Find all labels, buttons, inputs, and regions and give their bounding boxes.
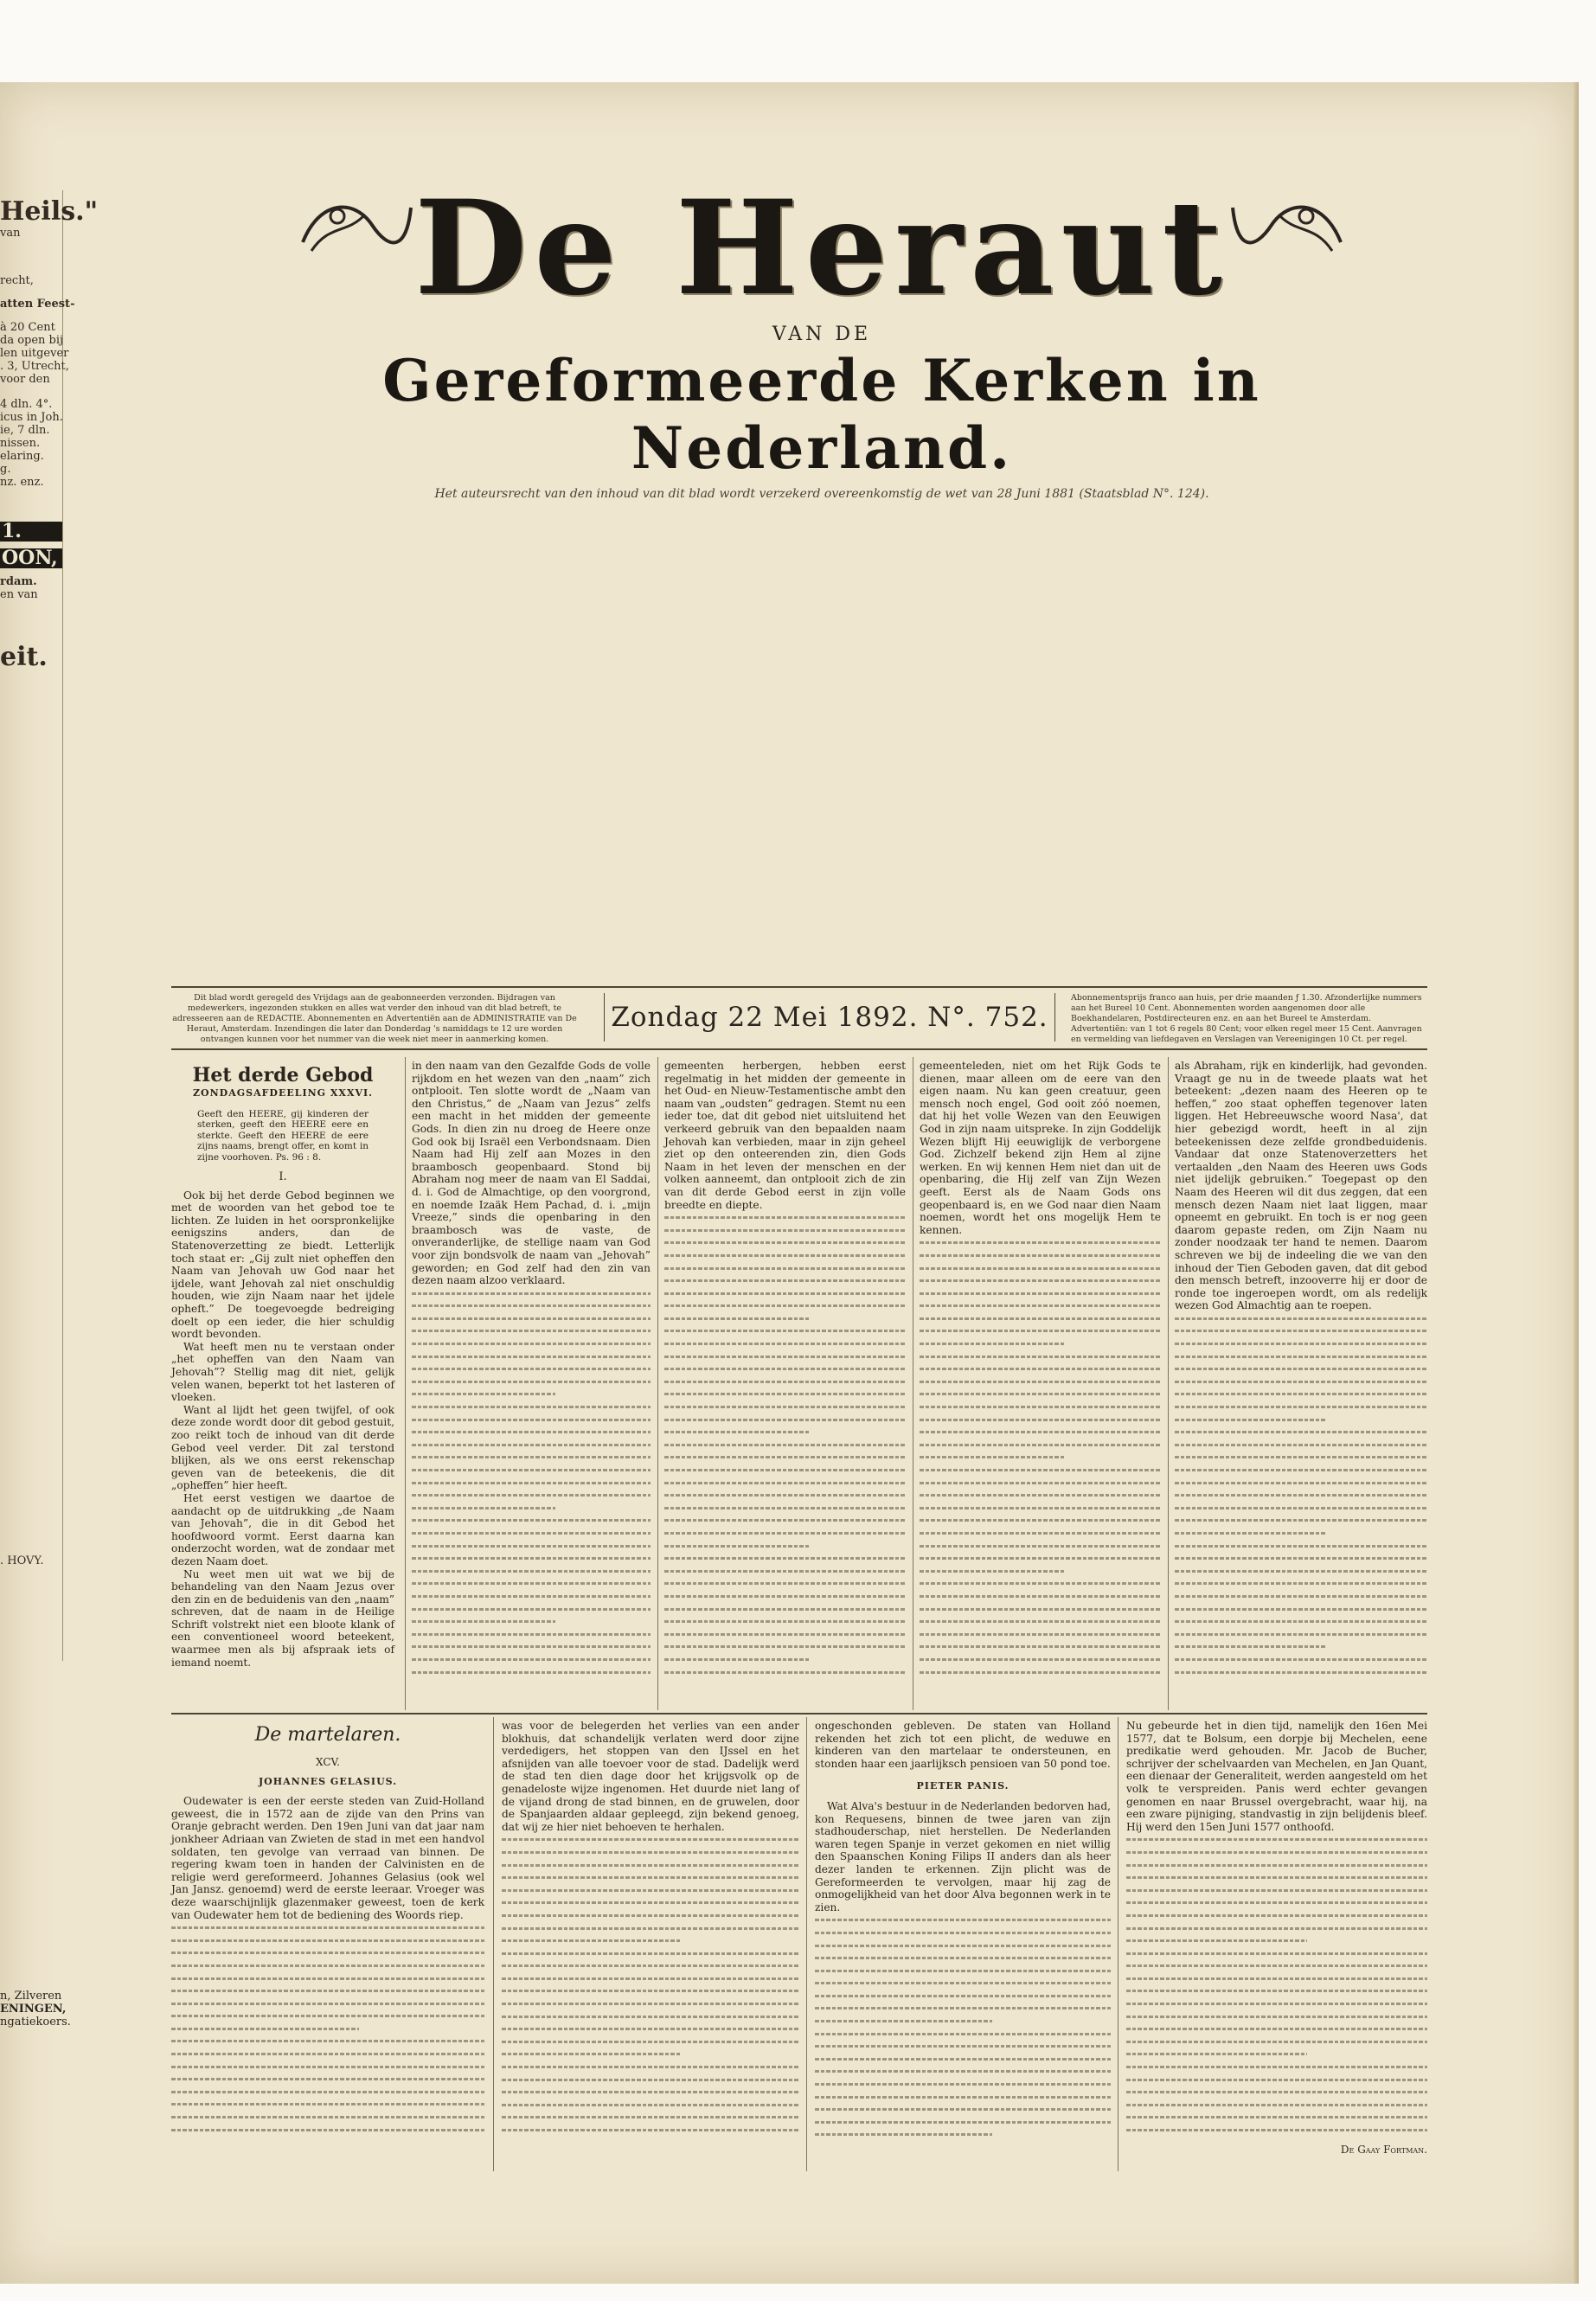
print-line <box>502 1884 799 1897</box>
print-line <box>502 2048 680 2061</box>
print-line <box>815 2128 992 2141</box>
column-rule <box>1168 1057 1169 1710</box>
copyright-notice: Het auteursrecht van den inhoud van dit blad wordt verzekerd overeenkomstig de wet van 28 Juni 1881 (Staatsblad N°. 124). <box>434 487 1209 501</box>
print-line <box>412 1451 651 1464</box>
print-line <box>502 2073 799 2086</box>
print-line <box>171 2035 484 2048</box>
print-line <box>664 1249 906 1262</box>
print-line <box>412 1299 651 1312</box>
paragraph: Wat Alva's bestuur in de Nederlanden bedorven had, kon Requesens, binnen de twee jaren van zijn stadhouderschap, niet herstellen. De Nederlanden waren tegen Spanje in verzet gekomen en niet willig den Spaanschen Koning Filips II anders dan als heer dezer landen te erkennen. Zijn plicht was de Gereformeerden te vervolgen, maar hij zag de onmogelijkheid van het door Alva begonnen werk in te zien. <box>815 1799 1111 1913</box>
print-line <box>502 1833 799 1846</box>
print-line <box>1175 1653 1427 1666</box>
print-line <box>171 2086 484 2099</box>
strip-block: 1. <box>0 522 62 542</box>
filler-text <box>412 1287 651 1678</box>
print-line <box>502 1846 799 1859</box>
column-rule <box>806 1717 807 2171</box>
strip-line: nissen. <box>0 437 41 450</box>
print-line <box>171 2111 484 2124</box>
print-line <box>920 1577 1161 1590</box>
print-line <box>815 2116 1111 2129</box>
flourish-right-icon <box>1228 190 1349 260</box>
print-line <box>1175 1400 1427 1413</box>
print-line <box>1175 1489 1427 1502</box>
strip-line: recht, <box>0 274 34 287</box>
print-line <box>1126 1972 1427 1985</box>
print-line <box>1126 1934 1307 1947</box>
print-line <box>502 2086 799 2099</box>
print-line <box>664 1236 906 1249</box>
print-line <box>171 2048 484 2061</box>
print-line <box>920 1666 1161 1679</box>
print-line <box>664 1375 906 1388</box>
print-line <box>412 1388 555 1400</box>
print-line <box>664 1653 809 1666</box>
print-line <box>815 2065 1111 2078</box>
print-line <box>815 1926 1111 1939</box>
print-line <box>412 1527 651 1540</box>
column-5 <box>1175 1060 1427 1708</box>
print-line <box>664 1400 906 1413</box>
paragraph: was voor de belegerden het verlies van een ander blokhuis, dat schandelijk verlaten werd door zijne verdedigers, het stoppen van den IJssel en het afsnijden van alle toevoer voor de stad. Dadelijk werd de stad ten dien dage door het krijgsvolk op de genadeloste wijze ingenomen. Het duurde niet lang of de vijand drong de stad binnen, en de gruwelen, door de Spanjaarden aldaar gepleegd, zijn bekend genoeg, dat wij ze hier niet behoeven te herhalen. <box>502 1720 799 1833</box>
print-line <box>502 2061 799 2073</box>
filler-text <box>1126 1833 1427 2136</box>
print-line <box>815 2015 992 2028</box>
section-title: De martelaren. <box>254 1724 401 1746</box>
strip-line: n, Zilveren <box>0 1990 62 2003</box>
print-line <box>920 1527 1161 1540</box>
print-line <box>920 1236 1161 1249</box>
column-3 <box>664 1060 906 1708</box>
paragraph: in den naam van den Gezalfde Gods de volle rijkdom en het wezen van den „naam” zich ontplooit. Ten slotte wordt de „Naam van den Christus,” de „Naam van Jezus” zelfs een macht in het midden der gemeente Gods. In dien zin nu droeg de Heere onze God ook bij Israël een Verbondsnaam. Dien Naam had Hij zelf aan Mozes in den braambosch geopenbaard. Stond bij Abraham nog meer de naam van El Saddai, d. i. God de Almachtige, op den voorgrond, en noemde Izaäk Hem Pachad, d. i. „mijn Vreeze,” sinds die openbaring in den braambosch was de vaste, de onveranderlijke, de stellige naam van God voor zijn bondsvolk de naam van „Jehovah” geworden; en God zelf had den zin van dezen naam alzoo verklaard. <box>412 1060 651 1287</box>
print-line <box>502 2010 799 2023</box>
print-line <box>502 1922 799 1935</box>
print-line <box>412 1653 651 1666</box>
print-line <box>920 1640 1161 1653</box>
print-line <box>502 1997 799 2010</box>
strip-line: rdam. <box>0 575 37 588</box>
print-line <box>815 1939 1111 1952</box>
filler-text <box>815 1913 1111 2141</box>
print-line <box>1126 2022 1427 2035</box>
paragraph: Want al lijdt het geen twijfel, of ook deze zonde wordt door dit gebod gestuit, zoo reikt toch de inhoud van dit derde Gebod veel verder. Dit zal terstond blijken, als we ons eerst rekenschap geven van de beteekenis, die dit „opheffen” hier heeft. <box>171 1403 394 1492</box>
print-line <box>920 1540 1161 1553</box>
print-line <box>920 1249 1161 1262</box>
print-line <box>920 1262 1161 1275</box>
print-line <box>1126 2086 1427 2099</box>
print-line <box>1175 1590 1427 1603</box>
paragraph: gemeenteleden, niet om het Rijk Gods te dienen, maar alleen om de eere van den eigen naam. Nu kan geen creatuur, geen mensch noch engel, God ooit zóó noemen, dat hij het volle Wezen van den Eeuwigen God in zijn naam uitspreke. In zijn Goddelijk Wezen blijft Hij eeuwiglijk de verborgene God. Zichzelf bekend zijn Hem al zijne werken. En wij kennen Hem niet dan uit de openbaring, die Hij zelf van Zijn Wezen geeft. Eerst als de Naam Gods ons geopenbaard is, en we God naar dien Naam noemen, wordt het ons mogelijk Hem te kennen. <box>920 1060 1161 1236</box>
print-line <box>1175 1324 1427 1337</box>
print-line <box>664 1224 906 1237</box>
strip-line: da open bij <box>0 334 64 347</box>
strip-line: à 20 Cent <box>0 321 55 334</box>
print-line <box>412 1514 651 1527</box>
print-line <box>502 2111 799 2124</box>
print-line <box>664 1615 906 1628</box>
print-line <box>664 1299 906 1312</box>
print-line <box>1175 1375 1427 1388</box>
strip-heading: Heils." <box>0 196 99 227</box>
strip-bottom <box>0 1990 71 2029</box>
print-line <box>171 1934 484 1947</box>
strip-line: elaring. <box>0 450 44 463</box>
filler-text <box>502 1833 799 2136</box>
print-line <box>815 2091 1111 2104</box>
print-line <box>502 1947 799 1960</box>
print-line <box>412 1552 651 1565</box>
print-line <box>1126 1922 1427 1935</box>
print-line <box>1175 1603 1427 1616</box>
print-line <box>664 1502 906 1515</box>
martelaren-column <box>171 1720 484 2170</box>
print-line <box>1126 1833 1427 1846</box>
print-line <box>412 1337 651 1350</box>
print-line <box>502 1859 799 1872</box>
print-line <box>502 2099 799 2112</box>
print-line <box>1175 1502 1427 1515</box>
lower-column-4 <box>1126 1720 1427 2170</box>
strip-line: ie, 7 dln. <box>0 424 50 437</box>
print-line <box>1175 1477 1427 1490</box>
print-line <box>664 1464 906 1477</box>
print-line <box>815 2028 1111 2041</box>
print-line <box>664 1388 906 1400</box>
print-line <box>412 1502 555 1515</box>
print-line <box>920 1477 1161 1490</box>
strip-line: van <box>0 227 21 240</box>
print-line <box>1175 1350 1427 1363</box>
print-line <box>664 1439 906 1452</box>
masthead <box>260 172 1384 501</box>
paragraph: als Abraham, rijk en kinderlijk, had gevonden. Vraagt ge nu in de tweede plaats wat het beteekent: „dezen naam des Heeren op te heffen,” zoo staat opheffen tegenover laten liggen. Het Hebreeuwsche woord Nasa', dat hier gebezigd wordt, heeft in al zijn beteekenissen deze zelfde grondbeduidenis. Vandaar dat onze Statenoverzetters het vertaalden „den Naam des Heeren uws Gods niet ijdelijk gebruiken.” Toegepast op den Naam des Heeren wil dit dus zeggen, dat een mensch dezen Naam niet laat liggen, maar opneemt en gebruikt. En toch is er nog geen daarom gepaste reden, om Zijn Naam nu zonder noodzaak ter hand te nemen. Daarom schreven we bij de indeeling die we van den inhoud der Tien Geboden gaven, dat dit gebod den mensch betreft, inzooverre hij er door de ronde toe ingeroepen wordt, om als redelijk wezen God Almachtig aan te roepen. <box>1175 1060 1427 1312</box>
subscription-notice: Abonnementsprijs franco aan huis, per drie maanden ƒ 1.30. Afzonderlijke nummers aan het Bureel 10 Cent. Abonnementen worden aangenomen door alle Boekhandelaren, Postdirecteuren enz. en aan het Bureel te Amsterdam. Advertentiën: van 1 tot 6 regels 80 Cent; voor elken regel meer 15 Cent. Aanvragen en vermelding van liefdegaven en Verslagen van Vereenigingen 10 Ct. per regel. <box>1071 993 1422 1044</box>
print-line <box>502 2022 799 2035</box>
print-line <box>1126 1846 1427 1859</box>
strip-heading: eit. <box>0 642 48 672</box>
print-line <box>664 1451 906 1464</box>
print-line <box>920 1514 1161 1527</box>
print-line <box>171 1921 484 1934</box>
flourish-left-icon <box>294 190 415 260</box>
strip-line: ngatiekoers. <box>0 2016 71 2029</box>
print-line <box>412 1666 651 1679</box>
print-line <box>815 2040 1111 2053</box>
strip-line: icus in Joh. <box>0 411 63 424</box>
column-2 <box>412 1060 651 1708</box>
print-line <box>664 1565 906 1578</box>
print-line <box>1126 2111 1427 2124</box>
print-line <box>920 1426 1161 1439</box>
print-line <box>920 1388 1161 1400</box>
print-line <box>502 2124 799 2137</box>
print-line <box>664 1312 809 1325</box>
print-line <box>1126 1909 1427 1922</box>
print-line <box>815 2002 1111 2015</box>
print-line <box>1175 1514 1427 1527</box>
filler-text <box>171 1921 484 2136</box>
strip-line: ENINGEN, <box>0 2003 67 2016</box>
print-line <box>664 1590 906 1603</box>
print-line <box>920 1590 1161 1603</box>
print-line <box>171 2124 484 2137</box>
print-line <box>664 1413 906 1426</box>
print-line <box>412 1640 651 1653</box>
print-line <box>1126 1884 1427 1897</box>
strip-line: en van <box>0 588 38 601</box>
print-line <box>1175 1565 1427 1578</box>
print-line <box>1126 2099 1427 2112</box>
print-line <box>412 1565 651 1578</box>
print-line <box>1126 1859 1427 1872</box>
martyr-name: JOHANNES GELASIUS. <box>258 1775 398 1787</box>
print-line <box>920 1400 1161 1413</box>
paragraph: Nu weet men uit wat we bij de behandeling van den Naam Jezus over den zin en de beduidenis van den „naam” schreven, dat de naam in de Heilige Schrift volstrekt niet een bloote klank of een conventioneel woord beteekent, waarmee men als bij afspraak iets of iemand noemt. <box>171 1567 394 1669</box>
strip-line: len uitgever <box>0 347 69 360</box>
print-line <box>664 1552 906 1565</box>
newspaper-title: De Heraut <box>414 172 1229 324</box>
print-line <box>920 1375 1161 1388</box>
article-numeral: I. <box>279 1170 287 1184</box>
print-line <box>1126 1959 1427 1972</box>
print-line <box>1175 1312 1427 1325</box>
print-line <box>1175 1640 1326 1653</box>
print-line <box>412 1590 651 1603</box>
print-line <box>412 1312 651 1325</box>
print-line <box>664 1426 809 1439</box>
print-line <box>171 1984 484 1997</box>
print-line <box>664 1640 906 1653</box>
print-line <box>1175 1388 1427 1400</box>
print-line <box>664 1262 906 1275</box>
print-line <box>920 1287 1161 1300</box>
article-epigraph: Geeft den HEERE, gij kinderen der sterken, geeft den HEERE eere en sterkte. Geeft den HEERE de eere zijns naams, brengt offer, en komt in zijne voorhoven. Ps. 96 : 8. <box>197 1108 369 1163</box>
print-line <box>664 1324 906 1337</box>
lower-column-2 <box>502 1720 799 2170</box>
print-line <box>502 1984 799 1997</box>
print-line <box>171 1946 484 1959</box>
print-line <box>412 1287 651 1300</box>
strip-line: 4 dln. 4°. <box>0 398 53 411</box>
print-line <box>664 1350 906 1363</box>
filler-text <box>1175 1312 1427 1678</box>
print-line <box>171 1959 484 1972</box>
print-line <box>412 1603 651 1616</box>
print-line <box>920 1299 1161 1312</box>
print-line <box>1175 1615 1427 1628</box>
print-line <box>412 1577 651 1590</box>
print-line <box>920 1350 1161 1363</box>
print-line <box>815 1977 1111 1990</box>
print-line <box>920 1337 1064 1350</box>
lower-column-3 <box>815 1720 1111 2170</box>
paragraph: gemeenten herbergen, hebben eerst regelmatig in het midden der gemeente in het Oud- en Nieuw-Testamentische ambt den naam van „oudsten” gedragen. Stemt nu een ieder toe, dat dit gebod niet uitsluitend het verkeerd gebruik van den bepaalden naam Jehovah kan verbieden, maar in zijn geheel ziet op den onteerenden zin, dien Gods Naam in het leven der menschen en der volken aanneemt, dan ontplooit zich de zin van dit derde Gebod eerst in zijn volle breedte en diepte. <box>664 1060 906 1211</box>
print-line <box>920 1362 1161 1375</box>
article-title: Het derde Gebod <box>192 1064 374 1086</box>
column-rule <box>405 1057 406 1710</box>
print-line <box>664 1577 906 1590</box>
print-line <box>920 1603 1161 1616</box>
print-line <box>664 1274 906 1287</box>
print-line <box>412 1489 651 1502</box>
print-line <box>1126 2010 1427 2023</box>
print-line <box>664 1477 906 1490</box>
print-line <box>664 1628 906 1641</box>
print-line <box>664 1337 906 1350</box>
print-line <box>412 1464 651 1477</box>
strip-line: g. <box>0 463 11 476</box>
print-line <box>502 2035 799 2048</box>
paragraph: Het eerst vestigen we daartoe de aandacht op de uitdrukking „de Naam van Jehovah”, die in dit Gebod het hoofdwoord vormt. Eerst daarna kan onderzocht worden, wat de zondaar met dezen Naam doet. <box>171 1491 394 1567</box>
print-line <box>815 1913 1111 1926</box>
print-line <box>920 1274 1161 1287</box>
print-line <box>920 1653 1161 1666</box>
print-line <box>1126 2061 1427 2073</box>
print-line <box>815 1990 1111 2003</box>
column-rule <box>657 1057 658 1710</box>
print-line <box>1126 2035 1427 2048</box>
print-line <box>1175 1362 1427 1375</box>
print-line <box>920 1439 1161 1452</box>
print-line <box>412 1400 651 1413</box>
print-line <box>412 1477 651 1490</box>
paragraph: ongeschonden gebleven. De staten van Holland rekenden het zich tot een plicht, de weduwe en kinderen van den martelaar te ondersteunen, en stonden haar een jaarlijksch pensioen van 50 pond toe. <box>815 1720 1111 1770</box>
print-line <box>171 1972 484 1985</box>
print-line <box>920 1451 1064 1464</box>
issue-date-number: Zondag 22 Mei 1892. N°. 752. <box>604 993 1055 1042</box>
print-line <box>920 1565 1064 1578</box>
paragraph: Nu gebeurde het in dien tijd, namelijk den 16en Mei 1577, dat te Bolsum, een dorpje bij Mechelen, eene predikatie werd gehouden. Mr. Jacob de Bucher, schrijver der schelvaarden van Mechelen, en Jan Quant, een dienaar der Generaliteit, werden aangesteld om het volk te verspreiden. Panis werd echter gevangen genomen en naar Brussel overgebracht, waar hij, na een zware pijniging, standvastig in zijn belijdenis bleef. Hij werd den 15en Juni 1577 onthoofd. <box>1126 1720 1427 1833</box>
masthead-van: VAN DE <box>772 324 872 345</box>
print-line <box>920 1615 1161 1628</box>
print-line <box>664 1527 906 1540</box>
print-line <box>171 2098 484 2111</box>
print-line <box>1126 1871 1427 1884</box>
print-line <box>412 1540 651 1553</box>
print-line <box>1126 2124 1427 2137</box>
filler-text <box>920 1236 1161 1678</box>
print-line <box>1175 1451 1427 1464</box>
print-line <box>920 1628 1161 1641</box>
print-line <box>664 1287 906 1300</box>
print-line <box>502 1896 799 1909</box>
print-line <box>1175 1540 1427 1553</box>
print-line <box>664 1514 906 1527</box>
print-line <box>664 1540 809 1553</box>
info-bar <box>171 986 1427 1050</box>
print-line <box>412 1324 651 1337</box>
print-line <box>1126 1997 1427 2010</box>
column-4 <box>920 1060 1161 1708</box>
print-line <box>1126 2073 1427 2086</box>
adjacent-page-strip <box>0 190 99 1661</box>
print-line <box>171 2022 359 2035</box>
print-line <box>664 1489 906 1502</box>
print-line <box>412 1439 651 1452</box>
filler-text <box>664 1211 906 1678</box>
print-line <box>1175 1413 1326 1426</box>
print-line <box>1126 1947 1427 1960</box>
print-line <box>1175 1666 1427 1679</box>
strip-block: OON, <box>0 548 62 568</box>
print-line <box>502 1959 799 1972</box>
section-numeral: XCV. <box>316 1756 340 1768</box>
print-line <box>815 2053 1111 2066</box>
strip-line: atten Feest- <box>0 298 75 311</box>
print-line <box>920 1312 1161 1325</box>
print-line <box>815 2078 1111 2091</box>
print-line <box>412 1615 555 1628</box>
print-line <box>920 1464 1161 1477</box>
print-line <box>664 1211 906 1224</box>
print-line <box>1175 1426 1427 1439</box>
delivery-notice: Dit blad wordt geregeld des Vrijdags aan de geabonneerden verzonden. Bijdragen van medewerkers, ingezonden stukken en alles wat verder den inhoud van dit blad betreft, te adresseeren aan de REDACTIE. Abonnementen en Advertentiën aan de ADMINISTRATIE van De Heraut, Amsterdam. Inzendingen die later dan Donderdag 's namiddags te 12 ure worden ontvangen kunnen voor het nummer van die week niet meer in aanmerking komen. <box>172 993 577 1044</box>
strip-line: nz. enz. <box>0 476 44 489</box>
print-line <box>1175 1577 1427 1590</box>
print-line <box>502 1934 680 1947</box>
print-line <box>171 2073 484 2086</box>
strip-line: . HOVY. <box>0 1554 44 1567</box>
print-line <box>920 1552 1161 1565</box>
print-line <box>1175 1527 1326 1540</box>
print-line <box>664 1603 906 1616</box>
print-line <box>1126 1896 1427 1909</box>
print-line <box>815 1952 1111 1965</box>
print-line <box>920 1324 1161 1337</box>
print-line <box>502 1871 799 1884</box>
print-line <box>171 2009 484 2022</box>
print-line <box>412 1375 651 1388</box>
print-line <box>815 2103 1111 2116</box>
print-line <box>920 1502 1161 1515</box>
print-line <box>171 2061 484 2073</box>
print-line <box>1175 1337 1427 1350</box>
print-line <box>920 1413 1161 1426</box>
print-line <box>171 1997 484 2010</box>
strip-line: voor den <box>0 373 50 386</box>
print-line <box>412 1362 651 1375</box>
print-line <box>815 1965 1111 1977</box>
newspaper-subtitle: Gereformeerde Kerken in Nederland. <box>382 347 1261 482</box>
strip-line: . 3, Utrecht, <box>0 360 69 373</box>
print-line <box>1175 1552 1427 1565</box>
section-rule <box>171 1713 1427 1715</box>
print-line <box>1126 2048 1307 2061</box>
print-line <box>664 1666 906 1679</box>
print-line <box>502 1972 799 1985</box>
print-line <box>1175 1439 1427 1452</box>
print-line <box>1175 1628 1427 1641</box>
print-line <box>502 1909 799 1922</box>
author-signature: De Gaay Fortman. <box>1340 2143 1427 2156</box>
column-rule <box>493 1717 494 2171</box>
print-line <box>412 1628 651 1641</box>
paragraph: Ook bij het derde Gebod beginnen we met de woorden van het gebod toe te lichten. Ze luiden in het oorspronkelijke eenigszins anders, dan de Statenoverzetting ze biedt. Letterlijk toch staat er: „Gij zult niet opheffen den Naam van Jehovah uw God naar het ijdele, want Jehovah zal niet onschuldig houden, wie zijn Naam naar het ijdele opheft.” De toegevoegde bedreiging doelt op een ieder, die hier schuldig wordt bevonden. <box>171 1189 394 1341</box>
print-line <box>412 1426 651 1439</box>
print-line <box>1175 1464 1427 1477</box>
print-line <box>412 1350 651 1363</box>
print-line <box>1126 1984 1427 1997</box>
article-subtitle: ZONDAGSAFDEELING XXXVI. <box>192 1087 373 1099</box>
column-1 <box>171 1060 394 1708</box>
paragraph: Oudewater is een der eerste steden van Zuid-Holland geweest, die in 1572 aan de zijde van den Prins van Oranje gebracht werden. Den 19en Juni van dat jaar nam jonkheer Adriaan van Zwieten de stad in met een handvol soldaten, ten gevolge van verraad van binnen. De regering kwam toen in handen der Calvinisten en de religie werd gereformeerd. Johannes Gelasius (ook wel Jan Jansz. genoemd) werd de eerste leeraar. Vroeger was deze waarschijnlijk glazenmaker geweest, toen de kerk van Oudewater hem tot de bediening des Woords riep. <box>171 1795 484 1921</box>
paragraph: Wat heeft men nu te verstaan onder „het opheffen van den Naam van Jehovah”? Stellig mag dit niet, gelijk velen wanen, beperkt tot het lasteren of vloeken. <box>171 1340 394 1404</box>
martyr-name: PIETER PANIS. <box>916 1780 1010 1792</box>
print-line <box>412 1413 651 1426</box>
print-line <box>920 1489 1161 1502</box>
print-line <box>664 1362 906 1375</box>
